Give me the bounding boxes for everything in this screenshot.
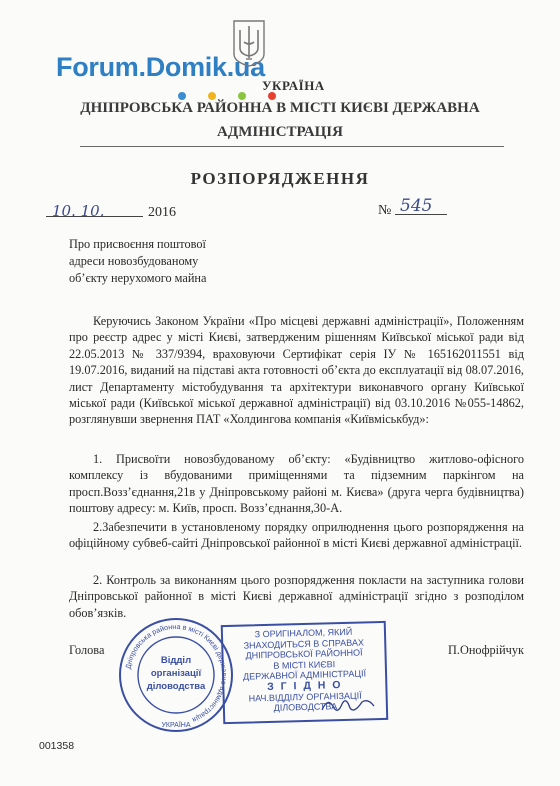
preamble-paragraph: Керуючись Законом України «Про місцеві державні адміністрації», Положенням про реєстр адрес у місті Києві, затвердженим рішенням Київської міської ради від 22.05.2013 № 337/9394, враховуючи Сертифікат серія ІУ № 165162011551 від 19.07.2016, виданий на підставі акта готовності об’єкта до експлуатації від 08.07.2016, лист Департаменту містобудування та архітектури виконавчого органу Київської міської ради (Київської міської державної адміністрації) від 03.10.2016 №055-14862, розглянувши звернення ПАТ «Холдингова компанія «Київміськбуд»: — [69, 314, 524, 427]
stamp-line: ДЕРЖАВНОЇ АДМІНІСТРАЦІЇ — [242, 668, 367, 682]
subject-line: об’єкту нерухомого майна — [69, 271, 207, 285]
stamp-line: НАЧ.ВІДДІЛУ ОРГАНІЗАЦІЇ — [248, 690, 362, 704]
subject-line: адреси новозбудованому — [69, 254, 199, 268]
document-title: РОЗПОРЯДЖЕННЯ — [190, 169, 370, 188]
stamp-line: З Г І Д Н О — [267, 678, 343, 693]
clause-control-paragraph: 2. Контроль за виконанням цього розпорядження покласти на заступника голови Дніпровської районної в місті Києві державної адміністрації згідно з розподілом обов’язків. — [69, 573, 524, 620]
watermark-dot-green — [238, 92, 246, 100]
watermark-dot-yellow — [208, 92, 216, 100]
watermark-logo: Forum.Domik.ua — [56, 52, 265, 82]
seal-center-line3: діловодства — [146, 681, 206, 692]
agency-name-line2: АДМІНІСТРАЦІЯ — [217, 124, 343, 140]
date-underline — [46, 216, 143, 217]
stamp-line: В МІСТІ КИЄВІ — [273, 658, 336, 671]
round-seal — [116, 615, 236, 735]
clause-2-paragraph: 2.Забезпечити в установленому порядку оприлюднення цього розпорядження на офіційному субвеб-сайті Дніпровської районної в місті Києві державної адміністрації. — [69, 520, 524, 551]
seal-bottom-text: УКРАЇНА — [161, 722, 191, 729]
subject-block — [69, 236, 206, 287]
seal-center-line2: організації — [150, 668, 202, 679]
agency-name-line1: ДНІПРОВСЬКА РАЙОННА В МІСТІ КИЄВІ ДЕРЖАВНА — [80, 100, 480, 116]
number-underline — [395, 214, 447, 215]
seal-ring-text: Дніпровська районна в місті Києві державна адміністрація — [123, 621, 230, 725]
stamp-line: ДНІПРОВСЬКОЇ РАЙОННОЇ — [245, 647, 363, 661]
seal-center-line1: Відділ — [160, 655, 192, 666]
stamp-line: З ОРИГІНАЛОМ, ЯКИЙ — [254, 626, 353, 640]
watermark-dot-blue — [178, 92, 186, 100]
date-year: 2016 — [148, 205, 176, 220]
signer-title: Голова — [69, 643, 105, 657]
header-divider — [80, 146, 504, 147]
clause-1-paragraph: 1. Присвоїти новозбудованому об’єкту: «Будівництво житлово-офісного комплексу із вбудованими приміщеннями та підземним паркінгом на просп.Возз’єднання,21в у Дніпровському районі м. Києва» (друга черга будівництва) поштову адресу: м. Київ, просп. Возз’єднання,30-А. — [69, 452, 524, 516]
signer-name: П.Онофрійчук — [448, 643, 524, 657]
document-serial-number: 001358 — [39, 740, 75, 752]
trident-emblem-icon — [231, 18, 267, 68]
date-handwritten: 10. 10. — [52, 202, 105, 220]
country-name: УКРАЇНА — [262, 78, 325, 93]
stamp-line: ЗНАХОДИТЬСЯ В СПРАВАХ — [243, 637, 365, 651]
handwritten-signature — [318, 694, 378, 716]
stamp-line: ДІЛОВОДСТВА — [273, 701, 338, 713]
subject-line: Про присвоєння поштової — [69, 237, 206, 251]
number-handwritten: 545 — [400, 196, 433, 216]
number-label: № — [378, 203, 392, 218]
